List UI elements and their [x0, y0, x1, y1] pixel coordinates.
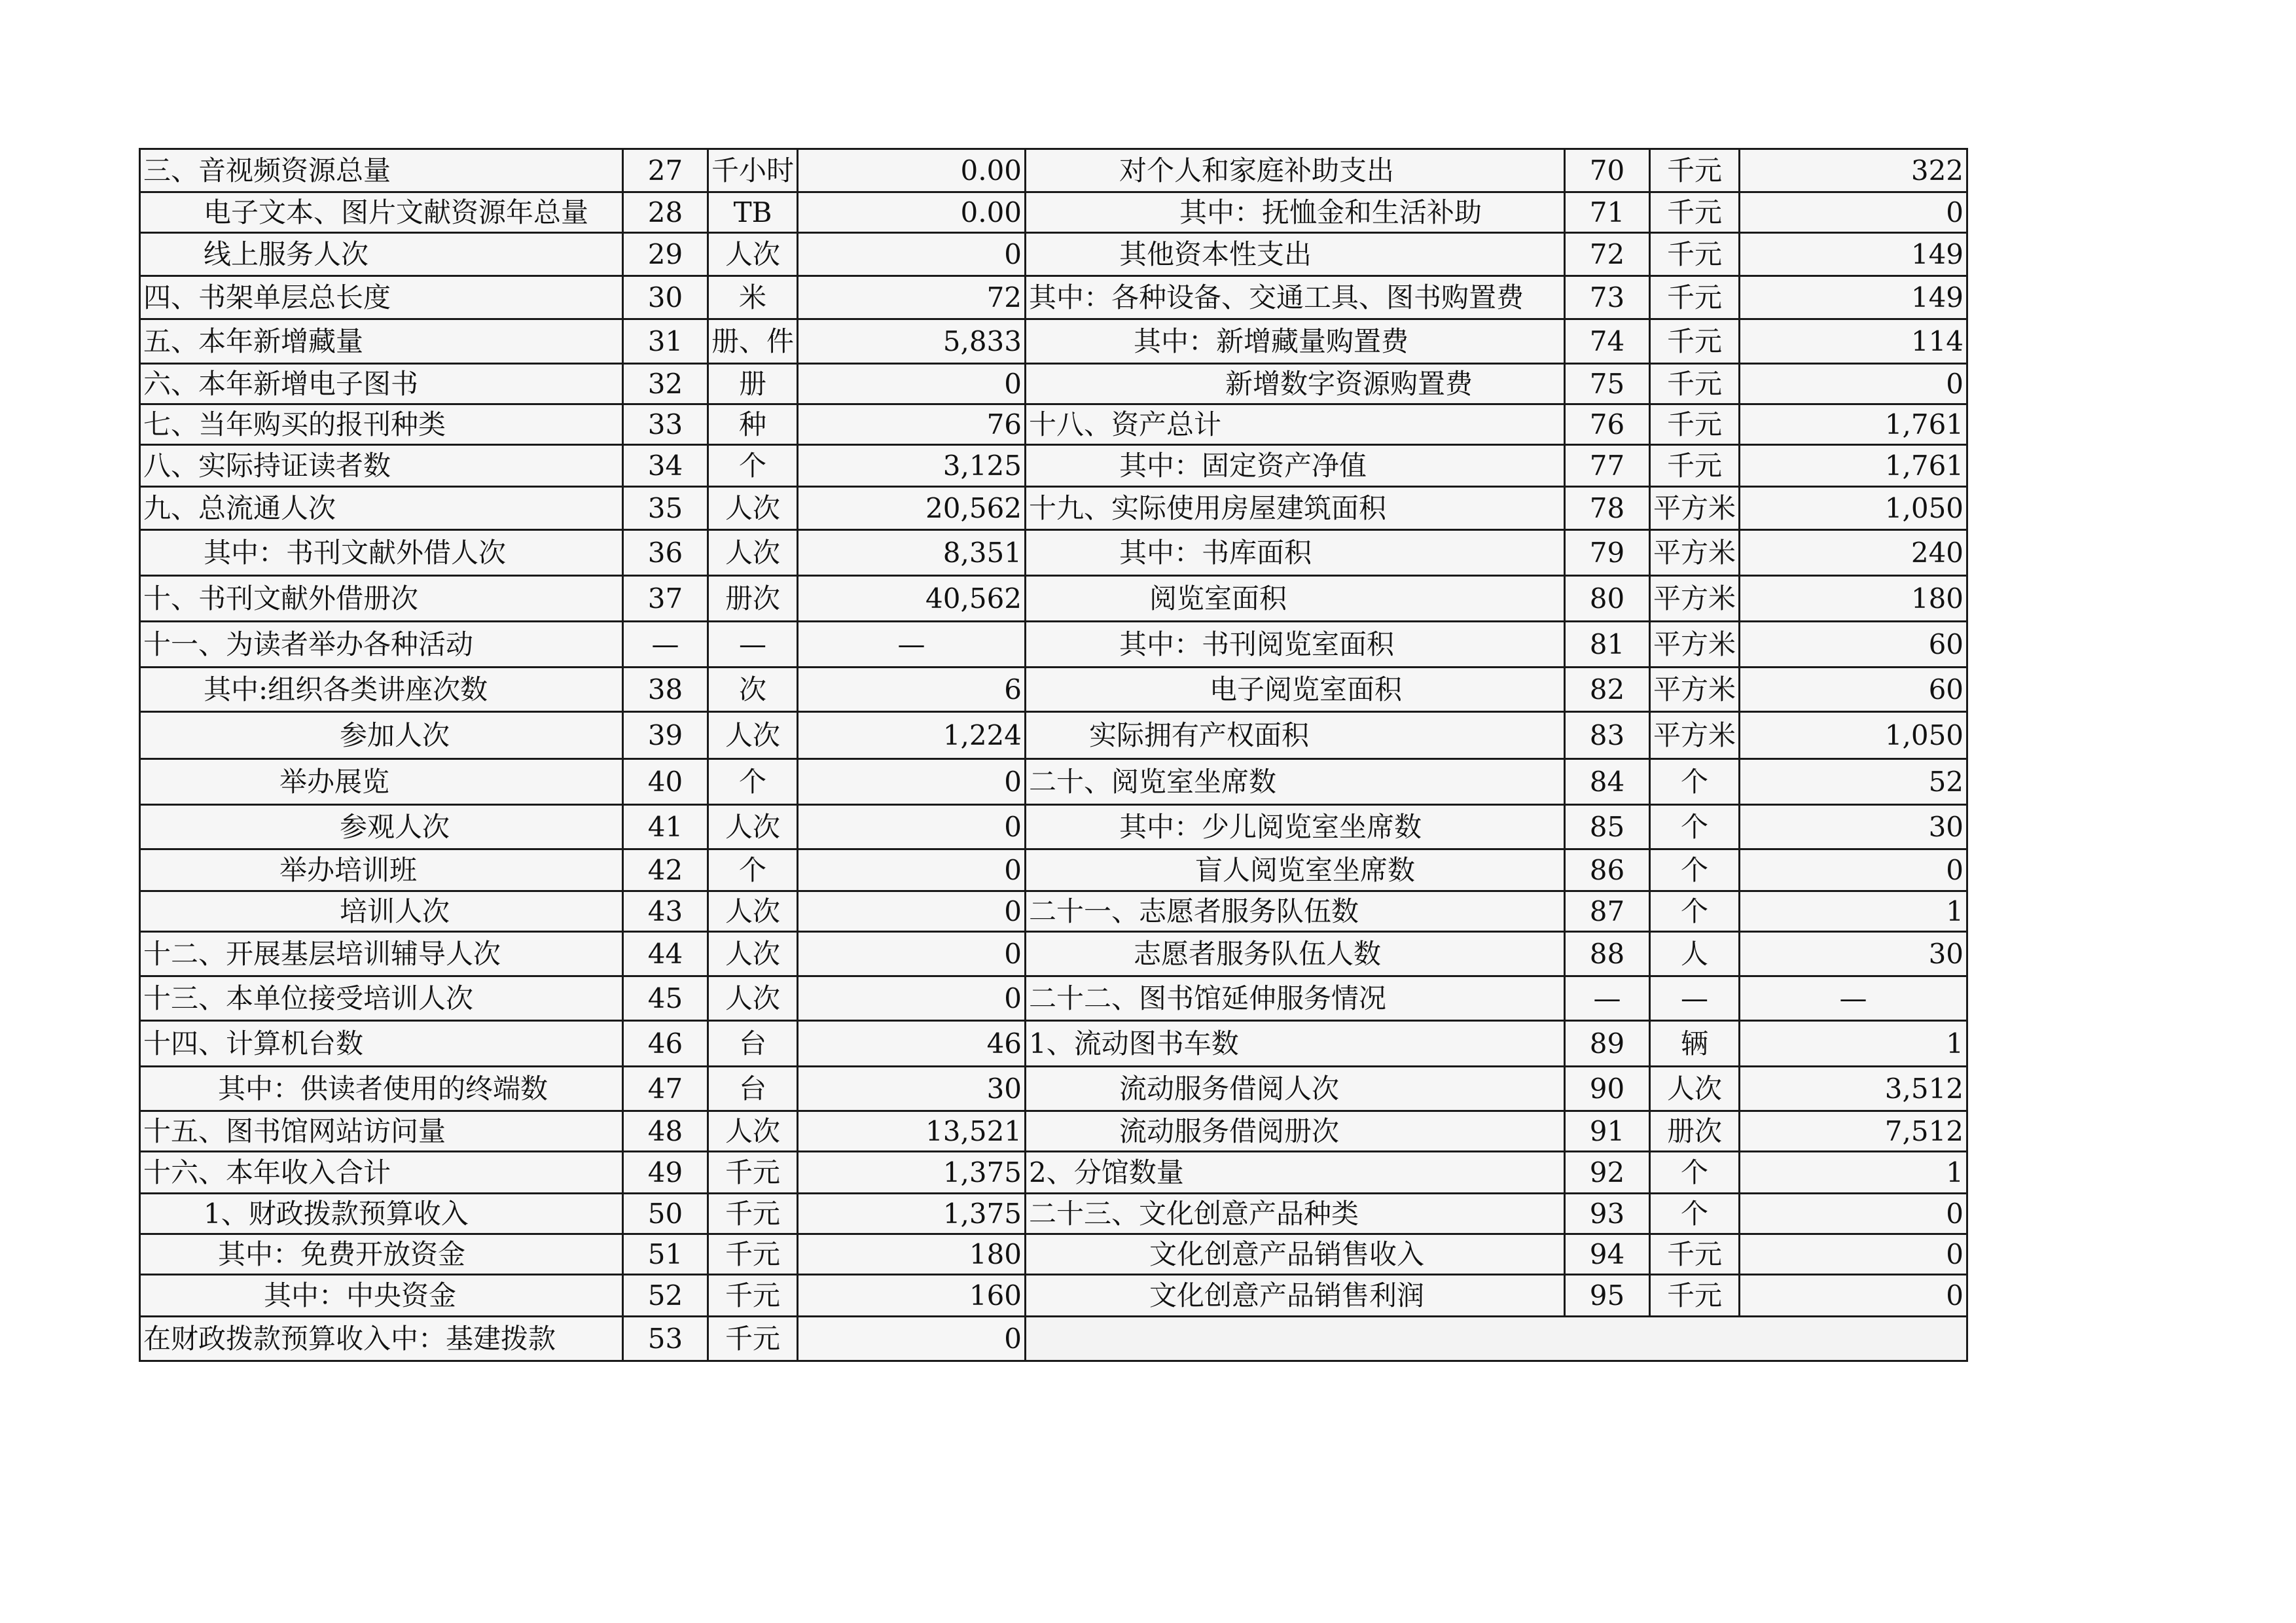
right-row-code: — — [1565, 976, 1650, 1021]
left-unit: 人次 — [708, 530, 798, 576]
left-row-code: 35 — [623, 487, 708, 530]
right-value: 1 — [1740, 891, 1967, 932]
table-row — [140, 530, 1967, 576]
left-value: 160 — [798, 1275, 1026, 1317]
left-row-code: 28 — [623, 192, 708, 233]
left-unit: 人次 — [708, 976, 798, 1021]
table-row — [140, 445, 1967, 487]
left-unit: 千元 — [708, 1317, 798, 1361]
left-row-code: 53 — [623, 1317, 708, 1361]
right-row-code: 84 — [1565, 759, 1650, 805]
right-empty-cell — [1026, 1317, 1967, 1361]
left-item-label: 线上服务人次 — [140, 233, 623, 276]
right-row-code: 88 — [1565, 932, 1650, 976]
left-row-code: 51 — [623, 1234, 708, 1275]
left-value: 0 — [798, 805, 1026, 849]
right-row-code: 90 — [1565, 1067, 1650, 1111]
table-row — [140, 1021, 1967, 1067]
right-row-code: 73 — [1565, 276, 1650, 319]
left-item-label: 十六、本年收入合计 — [140, 1152, 623, 1194]
left-row-code: 44 — [623, 932, 708, 976]
right-row-code: 92 — [1565, 1152, 1650, 1194]
left-row-code: 40 — [623, 759, 708, 805]
left-row-code: 27 — [623, 149, 708, 192]
left-row-code: 31 — [623, 319, 708, 364]
right-row-code: 89 — [1565, 1021, 1650, 1067]
right-row-code: 76 — [1565, 404, 1650, 445]
left-row-code: 48 — [623, 1111, 708, 1152]
right-unit: 册次 — [1650, 1111, 1740, 1152]
table-row — [140, 149, 1967, 192]
left-row-code: 47 — [623, 1067, 708, 1111]
right-unit: 千元 — [1650, 233, 1740, 276]
left-row-code: 38 — [623, 668, 708, 712]
left-row-code: 42 — [623, 849, 708, 891]
left-item-label: 七、当年购买的报刊种类 — [140, 404, 623, 445]
right-unit: 个 — [1650, 1152, 1740, 1194]
right-item-label: 新增数字资源购置费 — [1026, 364, 1565, 404]
right-value: 322 — [1740, 149, 1967, 192]
left-value: 0 — [798, 891, 1026, 932]
right-item-label: 二十三、文化创意产品种类 — [1026, 1194, 1565, 1234]
left-item-label: 五、本年新增藏量 — [140, 319, 623, 364]
right-item-label: 其中：少儿阅览室坐席数 — [1026, 805, 1565, 849]
right-value: 1,050 — [1740, 487, 1967, 530]
right-item-label: 其中：书库面积 — [1026, 530, 1565, 576]
right-item-label: 十八、资产总计 — [1026, 404, 1565, 445]
right-item-label: 1、流动图书车数 — [1026, 1021, 1565, 1067]
left-row-code: 41 — [623, 805, 708, 849]
right-unit: 平方米 — [1650, 530, 1740, 576]
table-row — [140, 712, 1967, 759]
right-unit: 千元 — [1650, 192, 1740, 233]
left-value: 13,521 — [798, 1111, 1026, 1152]
left-value: 0 — [798, 976, 1026, 1021]
right-value: 0 — [1740, 1194, 1967, 1234]
left-item-label: 其中:组织各类讲座次数 — [140, 668, 623, 712]
right-item-label: 流动服务借阅册次 — [1026, 1111, 1565, 1152]
left-item-label: 培训人次 — [140, 891, 623, 932]
right-value: 1,050 — [1740, 712, 1967, 759]
left-item-label: 六、本年新增电子图书 — [140, 364, 623, 404]
right-item-label: 其中：抚恤金和生活补助 — [1026, 192, 1565, 233]
left-value: 76 — [798, 404, 1026, 445]
left-row-code: 32 — [623, 364, 708, 404]
left-row-code: 49 — [623, 1152, 708, 1194]
right-unit: 平方米 — [1650, 712, 1740, 759]
left-unit: 米 — [708, 276, 798, 319]
right-value: 52 — [1740, 759, 1967, 805]
right-item-label: 其中：书刊阅览室面积 — [1026, 622, 1565, 668]
left-row-code: — — [623, 622, 708, 668]
right-item-label: 电子阅览室面积 — [1026, 668, 1565, 712]
left-unit: — — [708, 622, 798, 668]
left-unit: TB — [708, 192, 798, 233]
table-row — [140, 576, 1967, 622]
left-value: 180 — [798, 1234, 1026, 1275]
left-item-label: 参观人次 — [140, 805, 623, 849]
right-value: — — [1740, 976, 1967, 1021]
right-value: 1 — [1740, 1152, 1967, 1194]
right-unit: 平方米 — [1650, 622, 1740, 668]
right-unit: 平方米 — [1650, 576, 1740, 622]
left-item-label: 十四、计算机台数 — [140, 1021, 623, 1067]
table-row — [140, 622, 1967, 668]
left-value: 0 — [798, 233, 1026, 276]
left-unit: 册次 — [708, 576, 798, 622]
right-row-code: 86 — [1565, 849, 1650, 891]
table-row — [140, 319, 1967, 364]
table-row — [140, 1275, 1967, 1317]
right-item-label: 其中：新增藏量购置费 — [1026, 319, 1565, 364]
left-item-label: 八、实际持证读者数 — [140, 445, 623, 487]
right-value: 0 — [1740, 1275, 1967, 1317]
left-value: 1,224 — [798, 712, 1026, 759]
table-row — [140, 192, 1967, 233]
right-value: 114 — [1740, 319, 1967, 364]
left-row-code: 43 — [623, 891, 708, 932]
left-row-code: 34 — [623, 445, 708, 487]
right-item-label: 流动服务借阅人次 — [1026, 1067, 1565, 1111]
right-item-label: 其他资本性支出 — [1026, 233, 1565, 276]
left-item-label: 十五、图书馆网站访问量 — [140, 1111, 623, 1152]
left-item-label: 其中：供读者使用的终端数 — [140, 1067, 623, 1111]
right-row-code: 87 — [1565, 891, 1650, 932]
left-row-code: 36 — [623, 530, 708, 576]
right-item-label: 对个人和家庭补助支出 — [1026, 149, 1565, 192]
right-unit: — — [1650, 976, 1740, 1021]
left-row-code: 45 — [623, 976, 708, 1021]
right-item-label: 其中：各种设备、交通工具、图书购置费 — [1026, 276, 1565, 319]
table-row — [140, 932, 1967, 976]
left-value: 0 — [798, 849, 1026, 891]
left-item-label: 三、音视频资源总量 — [140, 149, 623, 192]
right-item-label: 实际拥有产权面积 — [1026, 712, 1565, 759]
left-unit: 种 — [708, 404, 798, 445]
right-row-code: 77 — [1565, 445, 1650, 487]
left-value: 0.00 — [798, 192, 1026, 233]
right-row-code: 93 — [1565, 1194, 1650, 1234]
left-value: 46 — [798, 1021, 1026, 1067]
right-item-label: 文化创意产品销售利润 — [1026, 1275, 1565, 1317]
right-value: 0 — [1740, 192, 1967, 233]
left-unit: 人次 — [708, 805, 798, 849]
left-unit: 次 — [708, 668, 798, 712]
left-unit: 千元 — [708, 1275, 798, 1317]
left-value: 20,562 — [798, 487, 1026, 530]
left-value: 72 — [798, 276, 1026, 319]
right-item-label: 二十、阅览室坐席数 — [1026, 759, 1565, 805]
left-unit: 人次 — [708, 233, 798, 276]
left-item-label: 其中：中央资金 — [140, 1275, 623, 1317]
left-unit: 个 — [708, 445, 798, 487]
right-unit: 人 — [1650, 932, 1740, 976]
left-value: 3,125 — [798, 445, 1026, 487]
table-row — [140, 1152, 1967, 1194]
left-unit: 人次 — [708, 932, 798, 976]
right-unit: 个 — [1650, 805, 1740, 849]
left-value: 5,833 — [798, 319, 1026, 364]
right-row-code: 79 — [1565, 530, 1650, 576]
table-row — [140, 849, 1967, 891]
left-item-label: 电子文本、图片文献资源年总量 — [140, 192, 623, 233]
right-row-code: 85 — [1565, 805, 1650, 849]
left-item-label: 参加人次 — [140, 712, 623, 759]
left-value: — — [798, 622, 1026, 668]
right-row-code: 95 — [1565, 1275, 1650, 1317]
right-value: 1,761 — [1740, 404, 1967, 445]
left-item-label: 九、总流通人次 — [140, 487, 623, 530]
right-item-label: 十九、实际使用房屋建筑面积 — [1026, 487, 1565, 530]
right-unit: 千元 — [1650, 445, 1740, 487]
right-unit: 个 — [1650, 891, 1740, 932]
right-value: 7,512 — [1740, 1111, 1967, 1152]
table-row — [140, 1317, 1967, 1361]
table-row — [140, 668, 1967, 712]
left-value: 0 — [798, 759, 1026, 805]
left-item-label: 十三、本单位接受培训人次 — [140, 976, 623, 1021]
left-unit: 个 — [708, 849, 798, 891]
right-item-label: 2、分馆数量 — [1026, 1152, 1565, 1194]
left-item-label: 十二、开展基层培训辅导人次 — [140, 932, 623, 976]
right-unit: 个 — [1650, 1194, 1740, 1234]
right-value: 60 — [1740, 668, 1967, 712]
table-row — [140, 891, 1967, 932]
left-value: 1,375 — [798, 1194, 1026, 1234]
right-item-label: 盲人阅览室坐席数 — [1026, 849, 1565, 891]
right-row-code: 80 — [1565, 576, 1650, 622]
left-value: 6 — [798, 668, 1026, 712]
left-row-code: 33 — [623, 404, 708, 445]
right-value: 0 — [1740, 1234, 1967, 1275]
right-value: 30 — [1740, 932, 1967, 976]
right-row-code: 72 — [1565, 233, 1650, 276]
left-item-label: 其中：免费开放资金 — [140, 1234, 623, 1275]
right-unit: 千元 — [1650, 404, 1740, 445]
table-row — [140, 976, 1967, 1021]
left-item-label: 四、书架单层总长度 — [140, 276, 623, 319]
left-unit: 册 — [708, 364, 798, 404]
right-row-code: 75 — [1565, 364, 1650, 404]
right-unit: 辆 — [1650, 1021, 1740, 1067]
table-row — [140, 1111, 1967, 1152]
right-item-label: 二十一、志愿者服务队伍数 — [1026, 891, 1565, 932]
table-row — [140, 233, 1967, 276]
table-row — [140, 805, 1967, 849]
left-value: 8,351 — [798, 530, 1026, 576]
right-row-code: 78 — [1565, 487, 1650, 530]
left-unit: 千元 — [708, 1152, 798, 1194]
right-row-code: 74 — [1565, 319, 1650, 364]
left-unit: 台 — [708, 1021, 798, 1067]
right-unit: 平方米 — [1650, 487, 1740, 530]
left-row-code: 39 — [623, 712, 708, 759]
left-item-label: 1、财政拨款预算收入 — [140, 1194, 623, 1234]
table-row — [140, 1234, 1967, 1275]
right-row-code: 81 — [1565, 622, 1650, 668]
left-value: 0 — [798, 364, 1026, 404]
left-unit: 人次 — [708, 712, 798, 759]
right-unit: 人次 — [1650, 1067, 1740, 1111]
right-value: 0 — [1740, 849, 1967, 891]
right-value: 180 — [1740, 576, 1967, 622]
left-unit: 千元 — [708, 1234, 798, 1275]
right-row-code: 70 — [1565, 149, 1650, 192]
right-row-code: 82 — [1565, 668, 1650, 712]
right-item-label: 其中：固定资产净值 — [1026, 445, 1565, 487]
left-unit: 册、件 — [708, 319, 798, 364]
right-value: 240 — [1740, 530, 1967, 576]
table-row — [140, 1067, 1967, 1111]
left-value: 1,375 — [798, 1152, 1026, 1194]
right-row-code: 94 — [1565, 1234, 1650, 1275]
left-item-label: 其中：书刊文献外借人次 — [140, 530, 623, 576]
table-body — [140, 149, 1967, 1361]
right-unit: 个 — [1650, 849, 1740, 891]
right-value: 149 — [1740, 233, 1967, 276]
right-unit: 千元 — [1650, 1275, 1740, 1317]
table-row — [140, 404, 1967, 445]
left-item-label: 十、书刊文献外借册次 — [140, 576, 623, 622]
right-value: 3,512 — [1740, 1067, 1967, 1111]
left-row-code: 29 — [623, 233, 708, 276]
right-value: 60 — [1740, 622, 1967, 668]
left-row-code: 37 — [623, 576, 708, 622]
left-value: 30 — [798, 1067, 1026, 1111]
right-value: 0 — [1740, 364, 1967, 404]
left-row-code: 52 — [623, 1275, 708, 1317]
right-unit: 平方米 — [1650, 668, 1740, 712]
right-row-code: 71 — [1565, 192, 1650, 233]
right-value: 1 — [1740, 1021, 1967, 1067]
left-unit: 千元 — [708, 1194, 798, 1234]
right-row-code: 91 — [1565, 1111, 1650, 1152]
left-unit: 人次 — [708, 891, 798, 932]
left-unit: 千小时 — [708, 149, 798, 192]
left-value: 0 — [798, 932, 1026, 976]
right-unit: 千元 — [1650, 1234, 1740, 1275]
left-unit: 人次 — [708, 487, 798, 530]
right-unit: 千元 — [1650, 276, 1740, 319]
right-unit: 个 — [1650, 759, 1740, 805]
table-row — [140, 364, 1967, 404]
left-unit: 个 — [708, 759, 798, 805]
left-row-code: 50 — [623, 1194, 708, 1234]
right-item-label: 文化创意产品销售收入 — [1026, 1234, 1565, 1275]
right-unit: 千元 — [1650, 319, 1740, 364]
left-unit: 台 — [708, 1067, 798, 1111]
left-value: 0.00 — [798, 149, 1026, 192]
right-value: 30 — [1740, 805, 1967, 849]
right-row-code: 83 — [1565, 712, 1650, 759]
right-item-label: 二十二、图书馆延伸服务情况 — [1026, 976, 1565, 1021]
left-row-code: 30 — [623, 276, 708, 319]
left-item-label: 举办培训班 — [140, 849, 623, 891]
right-value: 149 — [1740, 276, 1967, 319]
left-item-label: 在财政拨款预算收入中：基建拨款 — [140, 1317, 623, 1361]
statistics-table — [139, 148, 1968, 1362]
table-row — [140, 276, 1967, 319]
right-unit: 千元 — [1650, 364, 1740, 404]
right-item-label: 志愿者服务队伍人数 — [1026, 932, 1565, 976]
table-row — [140, 487, 1967, 530]
left-row-code: 46 — [623, 1021, 708, 1067]
right-item-label: 阅览室面积 — [1026, 576, 1565, 622]
left-item-label: 举办展览 — [140, 759, 623, 805]
left-value: 40,562 — [798, 576, 1026, 622]
table-row — [140, 1194, 1967, 1234]
right-value: 1,761 — [1740, 445, 1967, 487]
left-value: 0 — [798, 1317, 1026, 1361]
table-row — [140, 759, 1967, 805]
right-unit: 千元 — [1650, 149, 1740, 192]
left-item-label: 十一、为读者举办各种活动 — [140, 622, 623, 668]
left-unit: 人次 — [708, 1111, 798, 1152]
